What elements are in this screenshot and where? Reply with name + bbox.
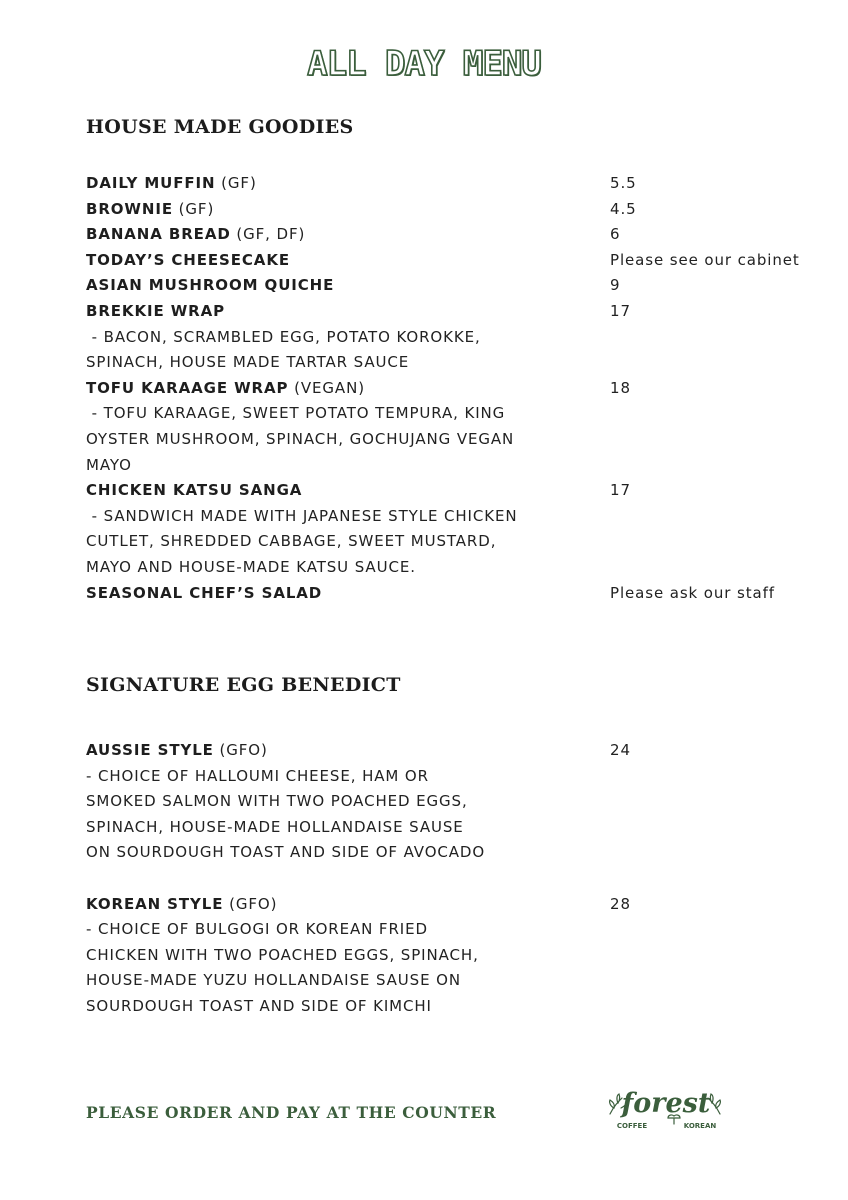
logo-word-coffee: COFFEE [616,1122,648,1130]
menu-item-tofu-karaage-wrap [86,376,816,478]
item-price: 28 [610,894,631,913]
item-name: TODAY’S CHEESECAKE [86,250,290,269]
menu-title: ALL DAY MENU [307,44,541,84]
item-price: 5.5 [610,174,637,192]
item-description-line: - SANDWICH MADE WITH JAPANESE STYLE CHICKEN [86,506,518,525]
order-instruction: PLEASE ORDER AND PAY AT THE COUNTER [86,1103,497,1122]
menu-item-chicken-katsu-sanga [86,478,816,580]
item-tag: (VEGAN) [294,378,365,397]
menu-item-banana-bread [86,222,816,248]
item-name: CHICKEN KATSU SANGA [86,481,303,500]
item-name: KOREAN STYLE [86,894,224,913]
item-description-line: SOURDOUGH TOAST AND SIDE OF KIMCHI [86,996,432,1015]
item-price: 4.5 [610,199,637,218]
menu-item-aussie-style [86,738,816,866]
item-description-line: - CHOICE OF BULGOGI OR KOREAN FRIED [86,920,428,939]
menu-item-quiche [86,273,816,299]
item-tag: (GFO) [229,894,278,913]
item-name: ASIAN MUSHROOM QUICHE [86,276,335,295]
item-price: Please ask our staff [610,583,775,602]
logo-wordmark: forest [621,1088,711,1119]
logo-word-korean: KOREAN [683,1122,717,1130]
item-description-line: - CHOICE OF HALLOUMI CHEESE, HAM OR [86,766,429,785]
menu-item-brownie [86,197,816,223]
item-tag: (GF, DF) [236,225,306,244]
menu-item-brekkie-wrap [86,299,816,376]
item-name: BREKKIE WRAP [86,301,226,320]
menu-item-chef-salad [86,581,816,607]
item-description-line: CHICKEN WITH TWO POACHED EGGS, SPINACH, [86,945,479,964]
item-description-line: ON SOURDOUGH TOAST AND SIDE OF AVOCADO [86,843,486,862]
item-description-line: SMOKED SALMON WITH TWO POACHED EGGS, [86,792,468,811]
item-name: SEASONAL CHEF’S SALAD [86,583,323,602]
menu-item-cheesecake [86,248,816,274]
item-price: Please see our cabinet [610,250,800,269]
forest-logo [606,1078,724,1134]
item-price: 17 [610,481,631,500]
item-tag: (GF) [178,199,215,218]
item-description-line: HOUSE-MADE YUZU HOLLANDAISE SAUSE ON [86,971,461,990]
item-description-line: SPINACH, HOUSE-MADE HOLLANDAISE SAUSE [86,817,464,836]
menu-item-korean-style [86,892,816,1020]
item-tag: (GFO) [219,741,268,759]
item-name: DAILY MUFFIN [86,174,216,192]
item-description-line: - TOFU KARAAGE, SWEET POTATO TEMPURA, KING [86,404,506,423]
section-heading-goodies: HOUSE MADE GOODIES [86,116,354,138]
item-price: 9 [610,276,621,295]
benedict-list [86,738,816,1020]
item-price: 6 [610,225,621,244]
item-description-line: CUTLET, SHREDDED CABBAGE, SWEET MUSTARD, [86,532,497,551]
item-price: 18 [610,378,631,397]
item-description-line: SPINACH, HOUSE MADE TARTAR SAUCE [86,353,410,372]
item-name: AUSSIE STYLE [86,741,214,759]
item-description-line: MAYO [86,455,132,474]
goodies-list [86,171,816,606]
item-name: BROWNIE [86,199,173,218]
item-description-line: - BACON, SCRAMBLED EGG, POTATO KOROKKE, [86,327,481,346]
item-price: 17 [610,301,631,320]
item-description-line: MAYO AND HOUSE-MADE KATSU SAUCE. [86,557,416,576]
item-name: BANANA BREAD [86,225,231,244]
menu-item-daily-muffin [86,171,816,197]
section-heading-benedict: SIGNATURE EGG BENEDICT [86,674,401,696]
item-description-line: OYSTER MUSHROOM, SPINACH, GOCHUJANG VEGAN [86,429,515,448]
item-name: TOFU KARAAGE WRAP [86,378,289,397]
item-tag: (GF) [221,174,257,192]
item-price: 24 [610,741,631,759]
